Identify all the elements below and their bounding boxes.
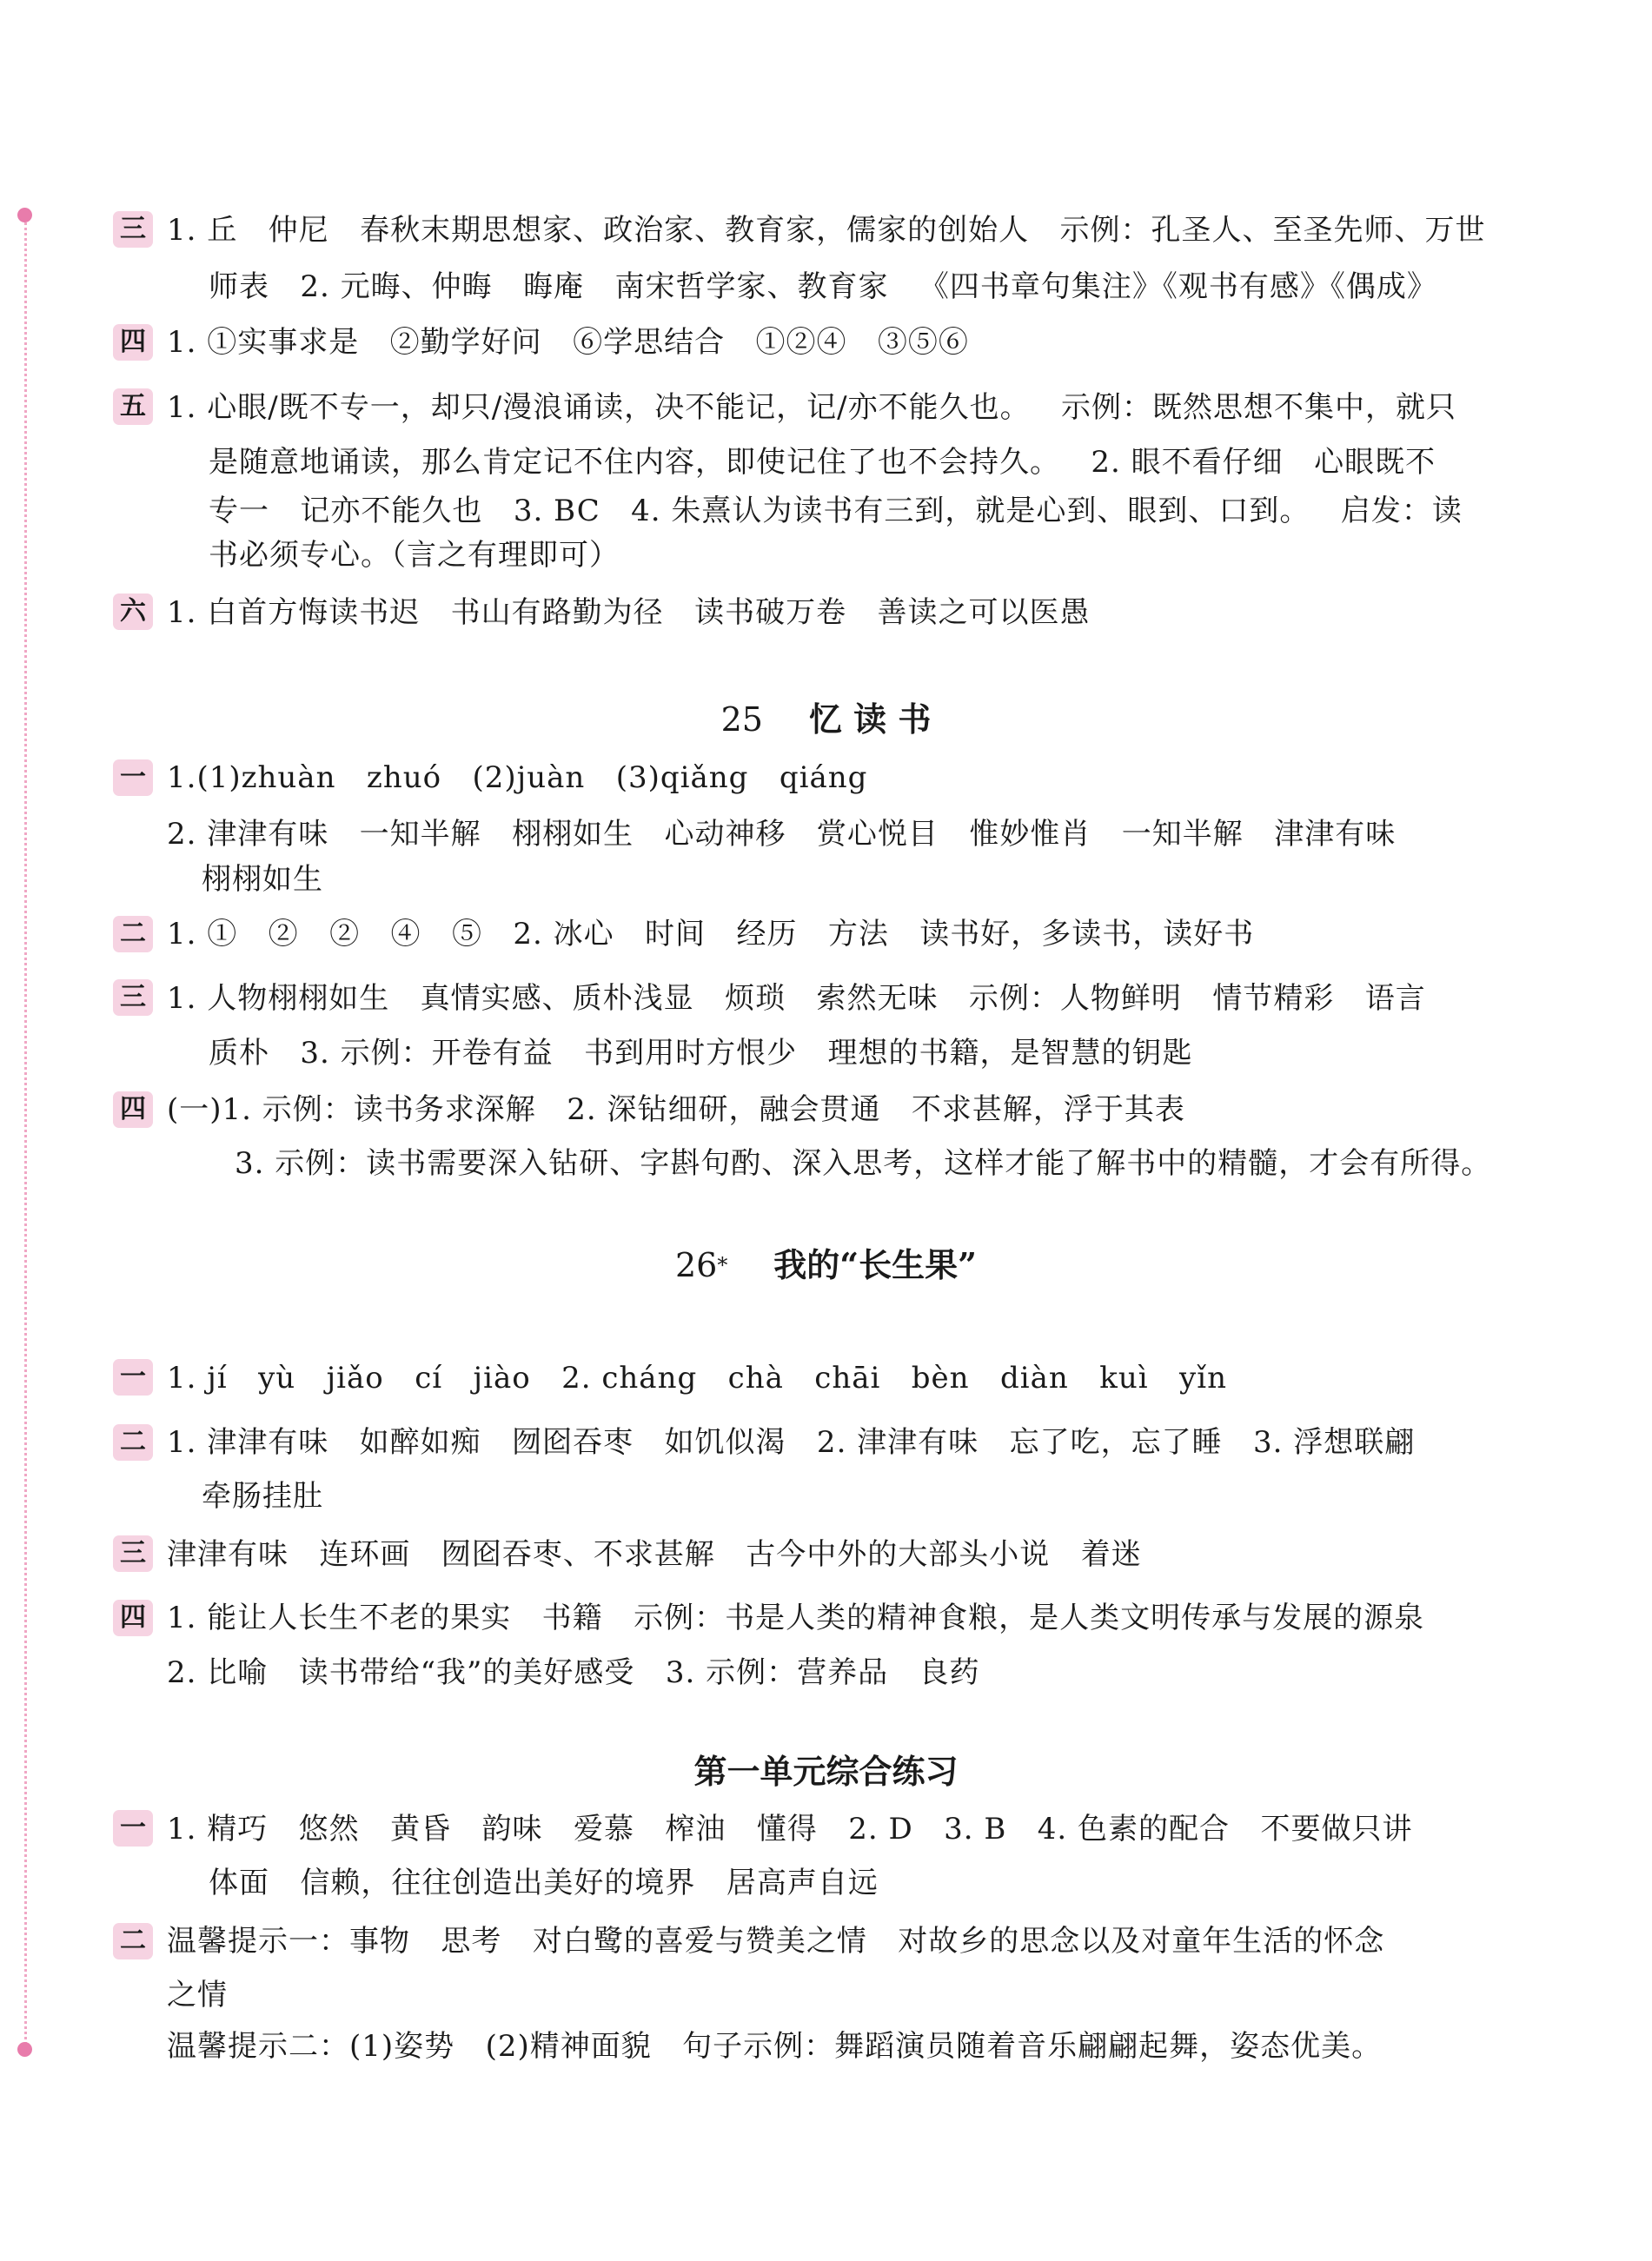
section-label-1: 一 bbox=[113, 759, 153, 796]
answer-line: 1. 丘 仲尼 春秋末期思想家、政治家、教育家，儒家的创始人 示例：孔圣人、至圣先师、万世 bbox=[167, 213, 1486, 248]
answer-line: 专一 记亦不能久也 3. BC 4. 朱熹认为读书有三到，就是心到、眼到、口到。 启发：读 bbox=[209, 494, 1463, 528]
section-label-4: 四 bbox=[113, 1600, 153, 1636]
section-label-5: 五 bbox=[113, 388, 153, 425]
answer-line: 1.(1)zhuàn zhuó (2)juàn (3)qiǎng qiáng bbox=[167, 760, 868, 795]
lesson-name: 我的“长生果” bbox=[773, 1245, 977, 1284]
answer-line: 温馨提示二：(1)姿势 (2)精神面貌 句子示例：舞蹈演员随着音乐翩翩起舞，姿态优美。 bbox=[167, 2029, 1383, 2064]
answer-line: 2. 比喻 读书带给“我”的美好感受 3. 示例：营养品 良药 bbox=[167, 1655, 980, 1690]
lesson-26-title bbox=[0, 1246, 1652, 1284]
answer-line: 1. 津津有味 如醉如痴 囫囵吞枣 如饥似渴 2. 津津有味 忘了吃，忘了睡 3. 浮想联翩 bbox=[167, 1425, 1416, 1460]
lesson-25-title bbox=[0, 700, 1652, 739]
answer-line: 温馨提示一：事物 思考 对白鹭的喜爱与赞美之情 对故乡的思念以及对童年生活的怀念 bbox=[167, 1924, 1385, 1959]
answer-line: 1. jí yù jiǎo cí jiào 2. cháng chà chāi bèn diàn kuì yǐn bbox=[167, 1361, 1228, 1396]
section-label-2: 二 bbox=[113, 1424, 153, 1461]
section-label-3: 三 bbox=[113, 211, 153, 248]
answer-line: 牵肠挂肚 bbox=[202, 1479, 323, 1514]
answer-line: 体面 信赖，往往创造出美好的境界 居高声自远 bbox=[209, 1866, 879, 1900]
answer-line: 书必须专心。（言之有理即可） bbox=[209, 538, 620, 573]
section-label-4: 四 bbox=[113, 324, 153, 361]
answer-line: 1. 精巧 悠然 黄昏 韵味 爱慕 榨油 懂得 2. D 3. B 4. 色素的配合 不要做只讲 bbox=[167, 1812, 1413, 1847]
section-label-4: 四 bbox=[113, 1091, 153, 1128]
answer-line: 2. 津津有味 一知半解 栩栩如生 心动神移 赏心悦目 惟妙惟肖 一知半解 津津有味 bbox=[167, 817, 1397, 852]
answer-line: 1. ① ② ② ④ ⑤ 2. 冰心 时间 经历 方法 读书好，多读书，读好书 bbox=[167, 917, 1255, 951]
lesson-name: 忆 读 书 bbox=[808, 700, 932, 739]
answer-line: 1. 心眼/既不专一，却只/漫浪诵读，决不能记，记/亦不能久也。 示例：既然思想不集中，就只 bbox=[167, 390, 1457, 425]
margin-dot-top bbox=[17, 208, 32, 222]
section-label-3: 三 bbox=[113, 979, 153, 1016]
section-label-1: 一 bbox=[113, 1810, 153, 1847]
section-label-1: 一 bbox=[113, 1359, 153, 1396]
answer-line: (一)1. 示例：读书务求深解 2. 深钻细研，融会贯通 不求甚解，浮于其表 bbox=[167, 1092, 1185, 1127]
unit-1-title: 第一单元综合练习 bbox=[693, 1752, 959, 1791]
margin-dot-bottom bbox=[17, 2042, 32, 2057]
answer-line: 1. 白首方悔读书迟 书山有路勤为径 读书破万卷 善读之可以医愚 bbox=[167, 595, 1091, 630]
answer-line: 津津有味 连环画 囫囵吞枣、不求甚解 古今中外的大部头小说 着迷 bbox=[167, 1537, 1142, 1572]
answer-line: 质朴 3. 示例：开卷有益 书到用时方恨少 理想的书籍，是智慧的钥匙 bbox=[209, 1036, 1193, 1071]
answer-line: 是随意地诵读，那么肯定记不住内容，即使记住了也不会持久。 2. 眼不看仔细 心眼既不 bbox=[209, 445, 1436, 480]
section-label-3: 三 bbox=[113, 1535, 153, 1572]
optional-star: * bbox=[717, 1253, 728, 1277]
answer-line: 栩栩如生 bbox=[202, 862, 323, 897]
answer-line: 1. ①实事求是 ②勤学好问 ⑥学思结合 ①②④ ③⑤⑥ bbox=[167, 325, 969, 360]
section-label-6: 六 bbox=[113, 593, 153, 630]
answer-line: 1. 人物栩栩如生 真情实感、质朴浅显 烦琐 索然无味 示例：人物鲜明 情节精彩 语言 bbox=[167, 981, 1426, 1016]
lesson-number: 25 bbox=[720, 700, 763, 739]
section-label-2: 二 bbox=[113, 1923, 153, 1959]
section-label-2: 二 bbox=[113, 916, 153, 952]
lesson-number: 26 bbox=[675, 1246, 718, 1284]
answer-line: 1. 能让人长生不老的果实 书籍 示例：书是人类的精神食粮，是人类文明传承与发展的源泉 bbox=[167, 1601, 1425, 1635]
answer-line: 师表 2. 元晦、仲晦 晦庵 南宋哲学家、教育家 《四书章句集注》《观书有感》《偶成》 bbox=[209, 269, 1437, 304]
answer-line: 之情 bbox=[167, 1978, 228, 2012]
answer-line: 3. 示例：读书需要深入钻研、字斟句酌、深入思考，这样才能了解书中的精髓，才会有所得。 bbox=[235, 1146, 1492, 1181]
